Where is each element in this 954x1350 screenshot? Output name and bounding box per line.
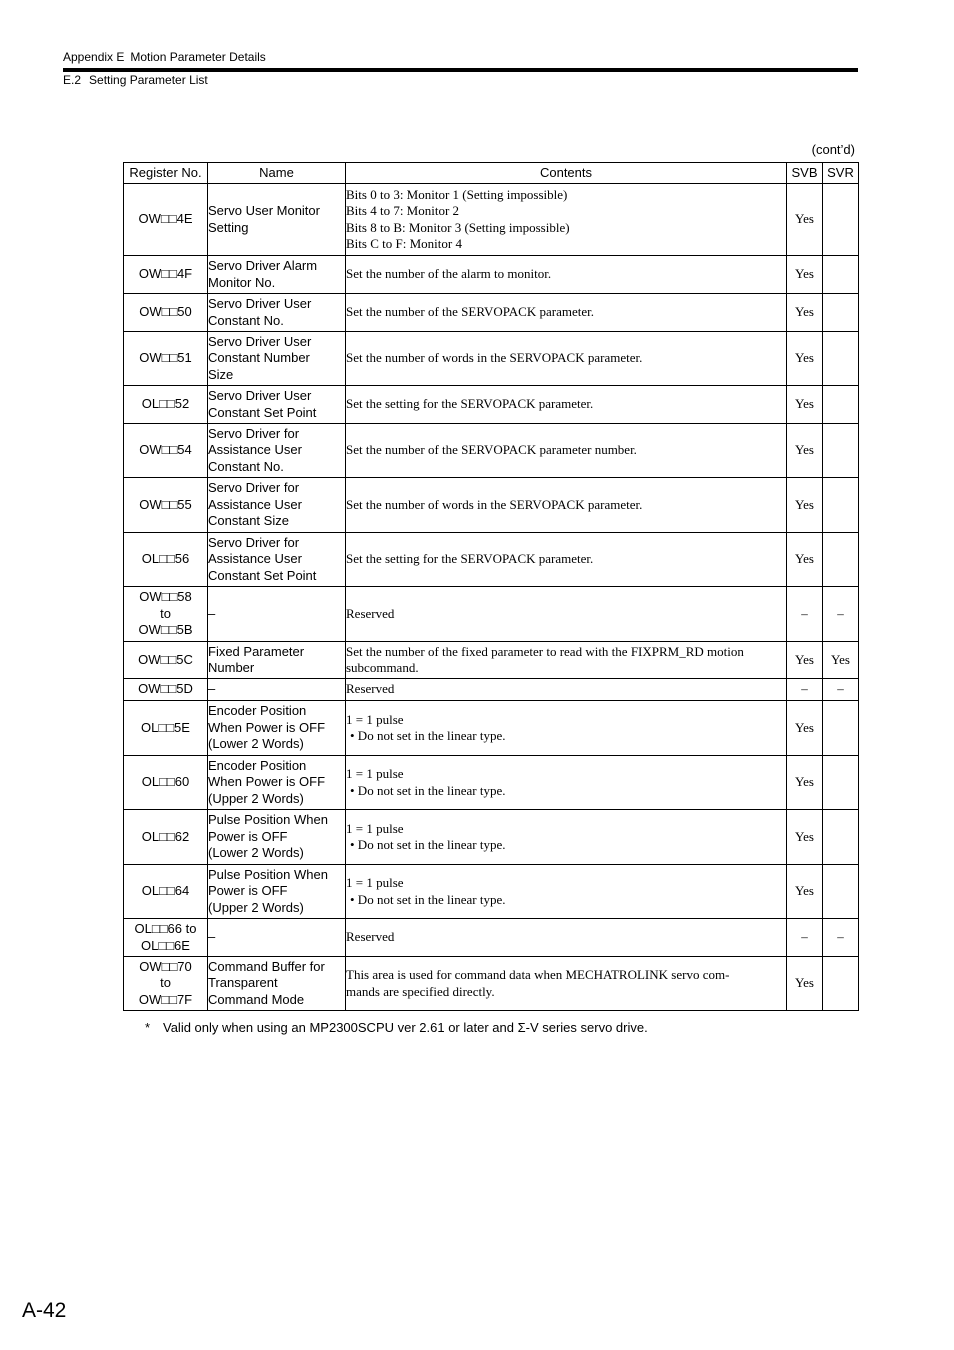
svr-cell (823, 294, 859, 332)
contents-line: Reserved (346, 681, 395, 697)
svr-cell (823, 957, 859, 1011)
contents-line: Set the number of the alarm to monitor. (346, 266, 552, 282)
contents-cell (346, 256, 787, 294)
contents-cell (346, 184, 787, 256)
register-cell (124, 587, 208, 642)
table-row (124, 332, 859, 386)
register-cell (124, 424, 208, 478)
name-cell (208, 957, 346, 1011)
name-line: Transparent (208, 975, 278, 991)
name-line: Servo Driver Alarm (208, 258, 318, 273)
register-cell (124, 184, 208, 256)
chapter-title: Motion Parameter Details (130, 50, 266, 64)
name-line: – (208, 929, 216, 945)
contents-line: • Do not set in the linear type. (350, 782, 506, 798)
name-line: Power is OFF (208, 883, 288, 899)
register-line: OL□□62 (141, 828, 190, 844)
contents-cell (346, 587, 787, 642)
footnote-marker: * (145, 1020, 151, 1035)
name-cell (208, 294, 346, 332)
column-header-svb: SVB (787, 163, 823, 184)
name-line: Power is OFF (208, 828, 288, 844)
register-line: OW□□7F (138, 991, 193, 1007)
name-cell (208, 424, 346, 478)
contents-line: • Do not set in the linear type. (350, 891, 506, 907)
svr-cell: – (823, 587, 859, 642)
column-header-contents: Contents (346, 163, 787, 184)
contents-cell (346, 957, 787, 1011)
table-row (124, 587, 859, 642)
contents-line: 1 = 1 pulse (346, 875, 404, 890)
register-line: OL□□66 to (134, 921, 197, 936)
name-line: Pulse Position When (208, 812, 328, 828)
contents-line: Set the number of the SERVOPACK parameter. (346, 304, 594, 320)
svr-cell (823, 478, 859, 533)
name-cell (208, 810, 346, 865)
svb-cell: – (787, 587, 823, 642)
contents-line: Reserved (346, 605, 395, 621)
register-cell (124, 642, 208, 679)
svr-cell (823, 332, 859, 386)
register-line: OW□□5D (138, 681, 193, 697)
svb-cell: Yes (787, 184, 823, 256)
contents-cell (346, 533, 787, 587)
svr-cell (823, 184, 859, 256)
name-line: Fixed Parameter (208, 643, 305, 659)
svr-cell (823, 256, 859, 294)
svb-cell: Yes (787, 478, 823, 533)
register-line: OW□□51 (139, 350, 192, 366)
contents-cell (346, 424, 787, 478)
contents-cell (346, 386, 787, 424)
contents-line: Set the setting for the SERVOPACK parameter. (346, 396, 594, 412)
name-cell (208, 256, 346, 294)
table-body (124, 184, 859, 1011)
contents-line: Set the number of words in the SERVOPACK parameter. (346, 496, 643, 512)
svr-cell: Yes (823, 642, 859, 679)
name-line: – (208, 681, 216, 697)
name-line: Constant Size (208, 513, 289, 529)
register-cell (124, 919, 208, 957)
section-title: Setting Parameter List (89, 73, 208, 87)
name-line: (Lower 2 Words) (208, 845, 304, 861)
name-cell (208, 756, 346, 810)
svr-cell (823, 701, 859, 756)
section-label: E.2 (63, 73, 82, 87)
contents-line: subcommand. (346, 660, 419, 675)
name-line: Servo Driver for (208, 425, 300, 441)
contents-line: Set the number of the fixed parameter to read with the FIXPRM_RD motion (346, 643, 744, 659)
name-cell (208, 701, 346, 756)
register-cell (124, 679, 208, 701)
name-line: Monitor No. (208, 274, 276, 290)
name-line: Constant No. (208, 458, 284, 474)
contents-line: 1 = 1 pulse (346, 766, 404, 781)
register-cell (124, 256, 208, 294)
svr-cell (823, 386, 859, 424)
running-header-section (63, 73, 208, 87)
chapter-label: Appendix E (63, 50, 125, 64)
table-row (124, 642, 859, 679)
contents-cell (346, 919, 787, 957)
column-header-svr: SVR (823, 163, 859, 184)
svr-cell (823, 756, 859, 810)
register-line: OW□□70 (139, 958, 192, 974)
parameter-table (123, 162, 859, 1011)
svb-cell: Yes (787, 756, 823, 810)
name-line: Number (208, 660, 255, 675)
name-line: (Upper 2 Words) (208, 899, 304, 915)
register-cell (124, 810, 208, 865)
register-cell (124, 294, 208, 332)
register-line: OL□□5E (141, 719, 190, 735)
register-cell (124, 865, 208, 919)
name-line: Constant Number (208, 350, 310, 366)
register-line: OW□□4E (138, 211, 193, 227)
register-cell (124, 701, 208, 756)
name-cell (208, 478, 346, 533)
register-line: OW□□4F (138, 266, 193, 282)
svr-cell (823, 865, 859, 919)
name-cell (208, 919, 346, 957)
column-header-name: Name (208, 163, 346, 184)
name-line: Pulse Position When (208, 866, 328, 882)
register-line: OL□□60 (141, 774, 190, 790)
continued-note: (cont’d) (811, 142, 855, 157)
table-row (124, 865, 859, 919)
register-line: OW□□54 (139, 442, 192, 458)
name-cell (208, 587, 346, 642)
register-cell (124, 756, 208, 810)
table-row (124, 533, 859, 587)
name-cell (208, 865, 346, 919)
register-line: OW□□55 (139, 496, 192, 512)
name-cell (208, 679, 346, 701)
svb-cell: – (787, 679, 823, 701)
contents-line: Set the number of the SERVOPACK parameter number. (346, 442, 637, 458)
register-line: OL□□52 (141, 396, 190, 412)
register-line: OL□□64 (141, 883, 190, 899)
register-cell (124, 957, 208, 1011)
svb-cell: Yes (787, 701, 823, 756)
name-line: When Power is OFF (208, 774, 326, 790)
contents-cell (346, 679, 787, 701)
register-cell (124, 478, 208, 533)
contents-line: Bits 0 to 3: Monitor 1 (Setting impossible) (346, 186, 568, 202)
register-line: OL□□6E (141, 937, 190, 953)
contents-cell (346, 478, 787, 533)
name-line: Command Mode (208, 991, 305, 1007)
svr-cell: – (823, 919, 859, 957)
name-line: Servo Driver User (208, 296, 312, 311)
register-line: OW□□58 (139, 589, 192, 605)
name-line: Servo Driver for (208, 480, 300, 496)
name-cell (208, 642, 346, 679)
svb-cell: Yes (787, 642, 823, 679)
name-line: Servo Driver for (208, 534, 300, 550)
name-line: (Upper 2 Words) (208, 790, 304, 806)
contents-cell (346, 294, 787, 332)
contents-line: Reserved (346, 929, 395, 945)
contents-line: This area is used for command data when MECHATROLINK servo com- (346, 967, 730, 982)
contents-line: Bits C to F: Monitor 4 (346, 236, 462, 251)
register-line: OW□□50 (139, 304, 192, 320)
table-row (124, 810, 859, 865)
svb-cell: Yes (787, 957, 823, 1011)
running-header-chapter (63, 50, 266, 64)
svb-cell: Yes (787, 810, 823, 865)
contents-cell (346, 701, 787, 756)
name-line: When Power is OFF (208, 719, 326, 735)
table-row (124, 756, 859, 810)
contents-cell (346, 642, 787, 679)
register-line: OW□□5C (138, 651, 193, 667)
contents-line: • Do not set in the linear type. (350, 728, 506, 743)
contents-cell (346, 332, 787, 386)
header-rule (63, 68, 858, 72)
register-cell (124, 533, 208, 587)
table-row (124, 386, 859, 424)
name-cell (208, 533, 346, 587)
register-line: OW□□5B (138, 622, 193, 638)
table-row (124, 701, 859, 756)
svr-cell: – (823, 679, 859, 701)
svr-cell (823, 533, 859, 587)
register-cell (124, 332, 208, 386)
contents-line: 1 = 1 pulse (346, 820, 404, 836)
svb-cell: Yes (787, 533, 823, 587)
name-line: Constant Set Point (208, 404, 317, 420)
svr-cell (823, 810, 859, 865)
name-cell (208, 386, 346, 424)
name-line: Servo User Monitor (208, 203, 320, 218)
name-line: Servo Driver User (208, 388, 312, 403)
table-row (124, 919, 859, 957)
table-row (124, 478, 859, 533)
contents-cell (346, 865, 787, 919)
table-row (124, 184, 859, 256)
contents-line: Bits 4 to 7: Monitor 2 (346, 203, 460, 218)
table-row (124, 256, 859, 294)
table-header-row (124, 163, 859, 184)
contents-line: 1 = 1 pulse (346, 711, 404, 727)
page-number: A-42 (22, 1299, 67, 1322)
name-cell (208, 332, 346, 386)
column-header-register: Register No. (124, 163, 208, 184)
name-line: Encoder Position (208, 757, 307, 773)
svb-cell: Yes (787, 865, 823, 919)
name-line: Size (208, 366, 234, 382)
table-row (124, 957, 859, 1011)
contents-cell (346, 756, 787, 810)
svb-cell: Yes (787, 424, 823, 478)
contents-line: Set the number of words in the SERVOPACK parameter. (346, 350, 643, 366)
table-row (124, 424, 859, 478)
contents-line: Bits 8 to B: Monitor 3 (Setting impossible) (346, 219, 570, 235)
register-line: OL□□56 (141, 551, 190, 567)
svb-cell: Yes (787, 386, 823, 424)
name-line: Servo Driver User (208, 333, 312, 349)
register-line: to (160, 605, 171, 621)
contents-line: mands are specified directly. (346, 983, 495, 999)
contents-line: Set the setting for the SERVOPACK parameter. (346, 551, 594, 567)
table-row (124, 294, 859, 332)
svr-cell (823, 424, 859, 478)
name-line: Encoder Position (208, 703, 307, 719)
register-line: to (160, 975, 171, 991)
footnote-text: Valid only when using an MP2300SCPU ver 2.61 or later and Σ-V series servo drive. (163, 1020, 648, 1035)
svb-cell: Yes (787, 294, 823, 332)
name-line: Command Buffer for (208, 958, 325, 974)
contents-cell (346, 810, 787, 865)
name-line: – (208, 605, 216, 621)
contents-line: • Do not set in the linear type. (350, 837, 506, 852)
svb-cell: – (787, 919, 823, 957)
name-line: Assistance User (208, 551, 302, 567)
name-line: Constant No. (208, 312, 284, 328)
name-line: Constant Set Point (208, 567, 317, 583)
table-row (124, 679, 859, 701)
svb-cell: Yes (787, 332, 823, 386)
name-line: Assistance User (208, 442, 302, 458)
name-line: Assistance User (208, 496, 302, 512)
name-line: (Lower 2 Words) (208, 736, 304, 752)
register-cell (124, 386, 208, 424)
name-line: Setting (208, 219, 249, 235)
svb-cell: Yes (787, 256, 823, 294)
name-cell (208, 184, 346, 256)
